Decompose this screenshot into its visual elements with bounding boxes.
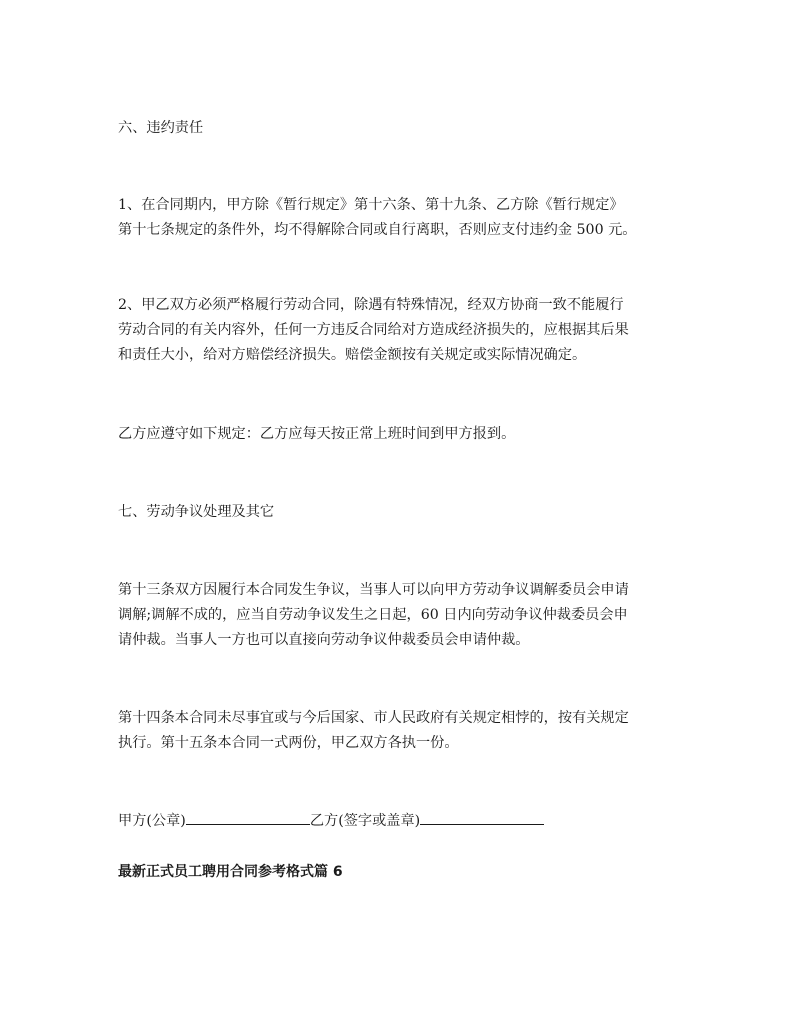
clause-6-1-paragraph: [118, 193, 688, 243]
paragraph-line: 第十四条本合同未尽事宜或与今后国家、市人民政府有关规定相悖的，按有关规定: [118, 710, 629, 726]
party-a-label: 甲方(公章): [118, 813, 186, 829]
clause-6-2-paragraph: [118, 293, 688, 368]
paragraph-line: 请仲裁。当事人一方也可以直接向劳动争议仲裁委员会申请仲裁。: [118, 632, 530, 648]
clause-14-15-paragraph: [118, 706, 688, 756]
title-text: 最新正式员工聘用合同参考格式篇 6: [118, 864, 343, 880]
clause-13-paragraph: [118, 578, 688, 653]
section-heading-breach: [118, 116, 688, 141]
paragraph-line: 第十七条规定的条件外，均不得解除合同或自行离职，否则应支付违约金 500 元。: [118, 222, 637, 238]
party-b-signature-blank: [420, 810, 544, 825]
heading-text: 六、违约责任: [118, 120, 204, 136]
paragraph-line: 乙方应遵守如下规定：乙方应每天按正常上班时间到甲方报到。: [118, 426, 516, 442]
party-b-label: 乙方(签字或盖章): [309, 813, 421, 829]
paragraph-line: 调解;调解不成的，应当自劳动争议发生之日起，60 日内向劳动争议仲裁委员会申: [118, 607, 628, 623]
section-heading-disputes: [118, 500, 688, 525]
paragraph-line: 2、甲乙双方必须严格履行劳动合同，除遇有特殊情况，经双方协商一致不能履行: [118, 297, 624, 313]
heading-text: 七、劳动争议处理及其它: [118, 504, 275, 520]
paragraph-line: 第十三条双方因履行本合同发生争议，当事人可以向甲方劳动争议调解委员会申请: [118, 582, 629, 598]
signature-row: [118, 809, 688, 834]
paragraph-line: 执行。第十五条本合同一式两份，甲乙双方各执一份。: [118, 735, 459, 751]
paragraph-line: 1、在合同期内，甲方除《暂行规定》第十六条、第十九条、乙方除《暂行规定》: [118, 197, 624, 213]
paragraph-line: 和责任大小，给对方赔偿经济损失。赔偿金额按有关规定或实际情况确定。: [118, 347, 587, 363]
rule-paragraph: [118, 422, 688, 447]
paragraph-line: 劳动合同的有关内容外，任何一方违反合同给对方造成经济损失的，应根据其后果: [118, 322, 629, 338]
next-section-title: [118, 860, 688, 885]
party-a-signature-blank: [186, 810, 310, 825]
